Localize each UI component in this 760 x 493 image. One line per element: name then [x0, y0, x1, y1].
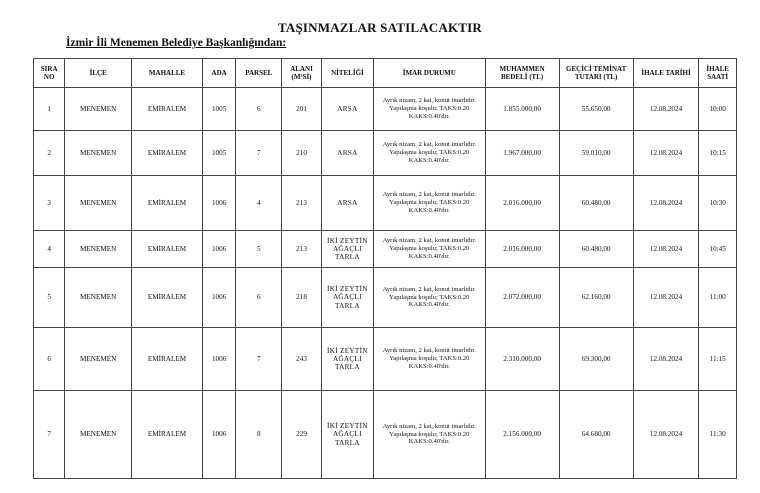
- cell-ilce: MENEMEN: [65, 328, 132, 391]
- cell-sira-no: 3: [34, 176, 65, 231]
- cell-mahalle: EMİRALEM: [132, 328, 203, 391]
- cell-muhammen-bedeli: 2.156.000,00: [485, 391, 559, 479]
- col-header-gecici-teminat: GEÇİCİ TEMİNAT TUTARI (TL): [559, 59, 633, 88]
- cell-mahalle: EMİRALEM: [132, 391, 203, 479]
- cell-mahalle: EMİRALEM: [132, 88, 203, 131]
- cell-mahalle: EMİRALEM: [132, 131, 203, 176]
- cell-niteligi: ARSA: [321, 176, 373, 231]
- cell-sira-no: 5: [34, 268, 65, 328]
- cell-ilce: MENEMEN: [65, 176, 132, 231]
- cell-mahalle: EMİRALEM: [132, 231, 203, 268]
- cell-ilce: MENEMEN: [65, 231, 132, 268]
- cell-muhammen-bedeli: 2.016.000,00: [485, 231, 559, 268]
- cell-imar-durumu: Ayrık nizam, 2 kat, konut imarlıdır. Yapılaşma koşulu; TAKS:0.20 KAKS:0.40'dır.: [373, 131, 485, 176]
- cell-alani: 201: [282, 88, 322, 131]
- cell-gecici-teminat: 59.010,00: [559, 131, 633, 176]
- cell-ada: 1006: [202, 328, 235, 391]
- cell-imar-durumu: Ayrık nizam, 2 kat, konut imarlıdır. Yapılaşma koşulu; TAKS:0.20 KAKS:0.40'dır.: [373, 391, 485, 479]
- cell-ihale-tarihi: 12.08.2024: [633, 391, 699, 479]
- cell-ilce: MENEMEN: [65, 268, 132, 328]
- table-row: [34, 131, 737, 176]
- cell-parsel: 5: [236, 231, 282, 268]
- cell-imar-durumu: Ayrık nizam, 2 kat, konut imarlıdır. Yapılaşma koşulu; TAKS:0.20 KAKS:0.40'dır.: [373, 176, 485, 231]
- property-listing-table: [33, 58, 737, 479]
- cell-ihale-tarihi: 12.08.2024: [633, 131, 699, 176]
- table-header-row: [34, 59, 737, 88]
- cell-alani: 213: [282, 231, 322, 268]
- cell-niteligi: İKİ ZEYTİN AĞAÇLI TARLA: [321, 268, 373, 328]
- cell-ihale-saati: 10:00: [699, 88, 737, 131]
- col-header-ada: ADA: [202, 59, 235, 88]
- cell-gecici-teminat: 60.480,00: [559, 176, 633, 231]
- cell-gecici-teminat: 62.160,00: [559, 268, 633, 328]
- cell-ihale-saati: 11:15: [699, 328, 737, 391]
- cell-ihale-saati: 11:00: [699, 268, 737, 328]
- cell-sira-no: 2: [34, 131, 65, 176]
- cell-ihale-tarihi: 12.08.2024: [633, 328, 699, 391]
- cell-ada: 1006: [202, 231, 235, 268]
- table-row: [34, 268, 737, 328]
- cell-ada: 1006: [202, 176, 235, 231]
- cell-ilce: MENEMEN: [65, 131, 132, 176]
- col-header-ihale-tarihi: İHALE TARİHİ: [633, 59, 699, 88]
- cell-mahalle: EMİRALEM: [132, 268, 203, 328]
- col-header-alani: ALANI (M²Sİ): [282, 59, 322, 88]
- cell-parsel: 8: [236, 391, 282, 479]
- cell-ihale-saati: 10:45: [699, 231, 737, 268]
- col-header-muhammen-bedeli: MUHAMMEN BEDELİ (TL): [485, 59, 559, 88]
- cell-alani: 213: [282, 176, 322, 231]
- cell-gecici-teminat: 60.480,00: [559, 231, 633, 268]
- cell-sira-no: 1: [34, 88, 65, 131]
- cell-parsel: 6: [236, 88, 282, 131]
- cell-muhammen-bedeli: 2.072.000,00: [485, 268, 559, 328]
- cell-ihale-saati: 11:30: [699, 391, 737, 479]
- cell-ihale-tarihi: 12.08.2024: [633, 268, 699, 328]
- issuer-subtitle: İzmir İli Menemen Belediye Başkanlığından:: [66, 37, 287, 49]
- cell-ada: 1005: [202, 131, 235, 176]
- cell-ihale-saati: 10:30: [699, 176, 737, 231]
- cell-parsel: 7: [236, 131, 282, 176]
- cell-alani: 210: [282, 131, 322, 176]
- cell-niteligi: İKİ ZEYTİN AĞAÇLI TARLA: [321, 391, 373, 479]
- cell-imar-durumu: Ayrık nizam, 2 kat, konut imarlıdır. Yapılaşma koşulu; TAKS:0.20 KAKS:0.40'dır.: [373, 328, 485, 391]
- cell-gecici-teminat: 55.650,00: [559, 88, 633, 131]
- cell-ihale-saati: 10:15: [699, 131, 737, 176]
- table-row: [34, 391, 737, 479]
- table-row: [34, 88, 737, 131]
- cell-alani: 218: [282, 268, 322, 328]
- cell-ihale-tarihi: 12.08.2024: [633, 88, 699, 131]
- cell-muhammen-bedeli: 2.016.000,00: [485, 176, 559, 231]
- cell-alani: 243: [282, 328, 322, 391]
- table-row: [34, 328, 737, 391]
- cell-parsel: 7: [236, 328, 282, 391]
- cell-sira-no: 6: [34, 328, 65, 391]
- cell-ada: 1005: [202, 88, 235, 131]
- cell-niteligi: ARSA: [321, 131, 373, 176]
- cell-parsel: 4: [236, 176, 282, 231]
- cell-ihale-tarihi: 12.08.2024: [633, 176, 699, 231]
- cell-muhammen-bedeli: 2.310.000,00: [485, 328, 559, 391]
- cell-alani: 229: [282, 391, 322, 479]
- col-header-imar-durumu: İMAR DURUMU: [373, 59, 485, 88]
- cell-ada: 1006: [202, 268, 235, 328]
- cell-gecici-teminat: 64.680,00: [559, 391, 633, 479]
- col-header-parsel: PARSEL: [236, 59, 282, 88]
- cell-muhammen-bedeli: 1.967.000,00: [485, 131, 559, 176]
- page-title: TAŞINMAZLAR SATILACAKTIR: [277, 20, 483, 35]
- cell-muhammen-bedeli: 1.855.000,00: [485, 88, 559, 131]
- cell-imar-durumu: Ayrık nizam, 2 kat, konut imarlıdır. Yapılaşma koşulu; TAKS:0.20 KAKS:0.40'dır.: [373, 268, 485, 328]
- cell-ilce: MENEMEN: [65, 88, 132, 131]
- col-header-mahalle: MAHALLE: [132, 59, 203, 88]
- cell-niteligi: ARSA: [321, 88, 373, 131]
- table-row: [34, 231, 737, 268]
- cell-ihale-tarihi: 12.08.2024: [633, 231, 699, 268]
- cell-imar-durumu: Ayrık nizam, 2 kat, konut imarlıdır. Yapılaşma koşulu; TAKS:0.20 KAKS:0.40'dır.: [373, 88, 485, 131]
- cell-niteligi: İKİ ZEYTİN AĞAÇLI TARLA: [321, 231, 373, 268]
- cell-ada: 1006: [202, 391, 235, 479]
- cell-imar-durumu: Ayrık nizam, 2 kat, konut imarlıdır. Yapılaşma koşulu; TAKS:0.20 KAKS:0.40'dır.: [373, 231, 485, 268]
- cell-niteligi: İKİ ZEYTİN AĞAÇLI TARLA: [321, 328, 373, 391]
- col-header-niteligi: NİTELİĞİ: [321, 59, 373, 88]
- cell-parsel: 6: [236, 268, 282, 328]
- cell-sira-no: 7: [34, 391, 65, 479]
- col-header-sira-no: SIRA NO: [34, 59, 65, 88]
- cell-sira-no: 4: [34, 231, 65, 268]
- cell-ilce: MENEMEN: [65, 391, 132, 479]
- cell-mahalle: EMİRALEM: [132, 176, 203, 231]
- col-header-ilce: İLÇE: [65, 59, 132, 88]
- cell-gecici-teminat: 69.300,00: [559, 328, 633, 391]
- table-row: [34, 176, 737, 231]
- col-header-ihale-saati: İHALE SAATİ: [699, 59, 737, 88]
